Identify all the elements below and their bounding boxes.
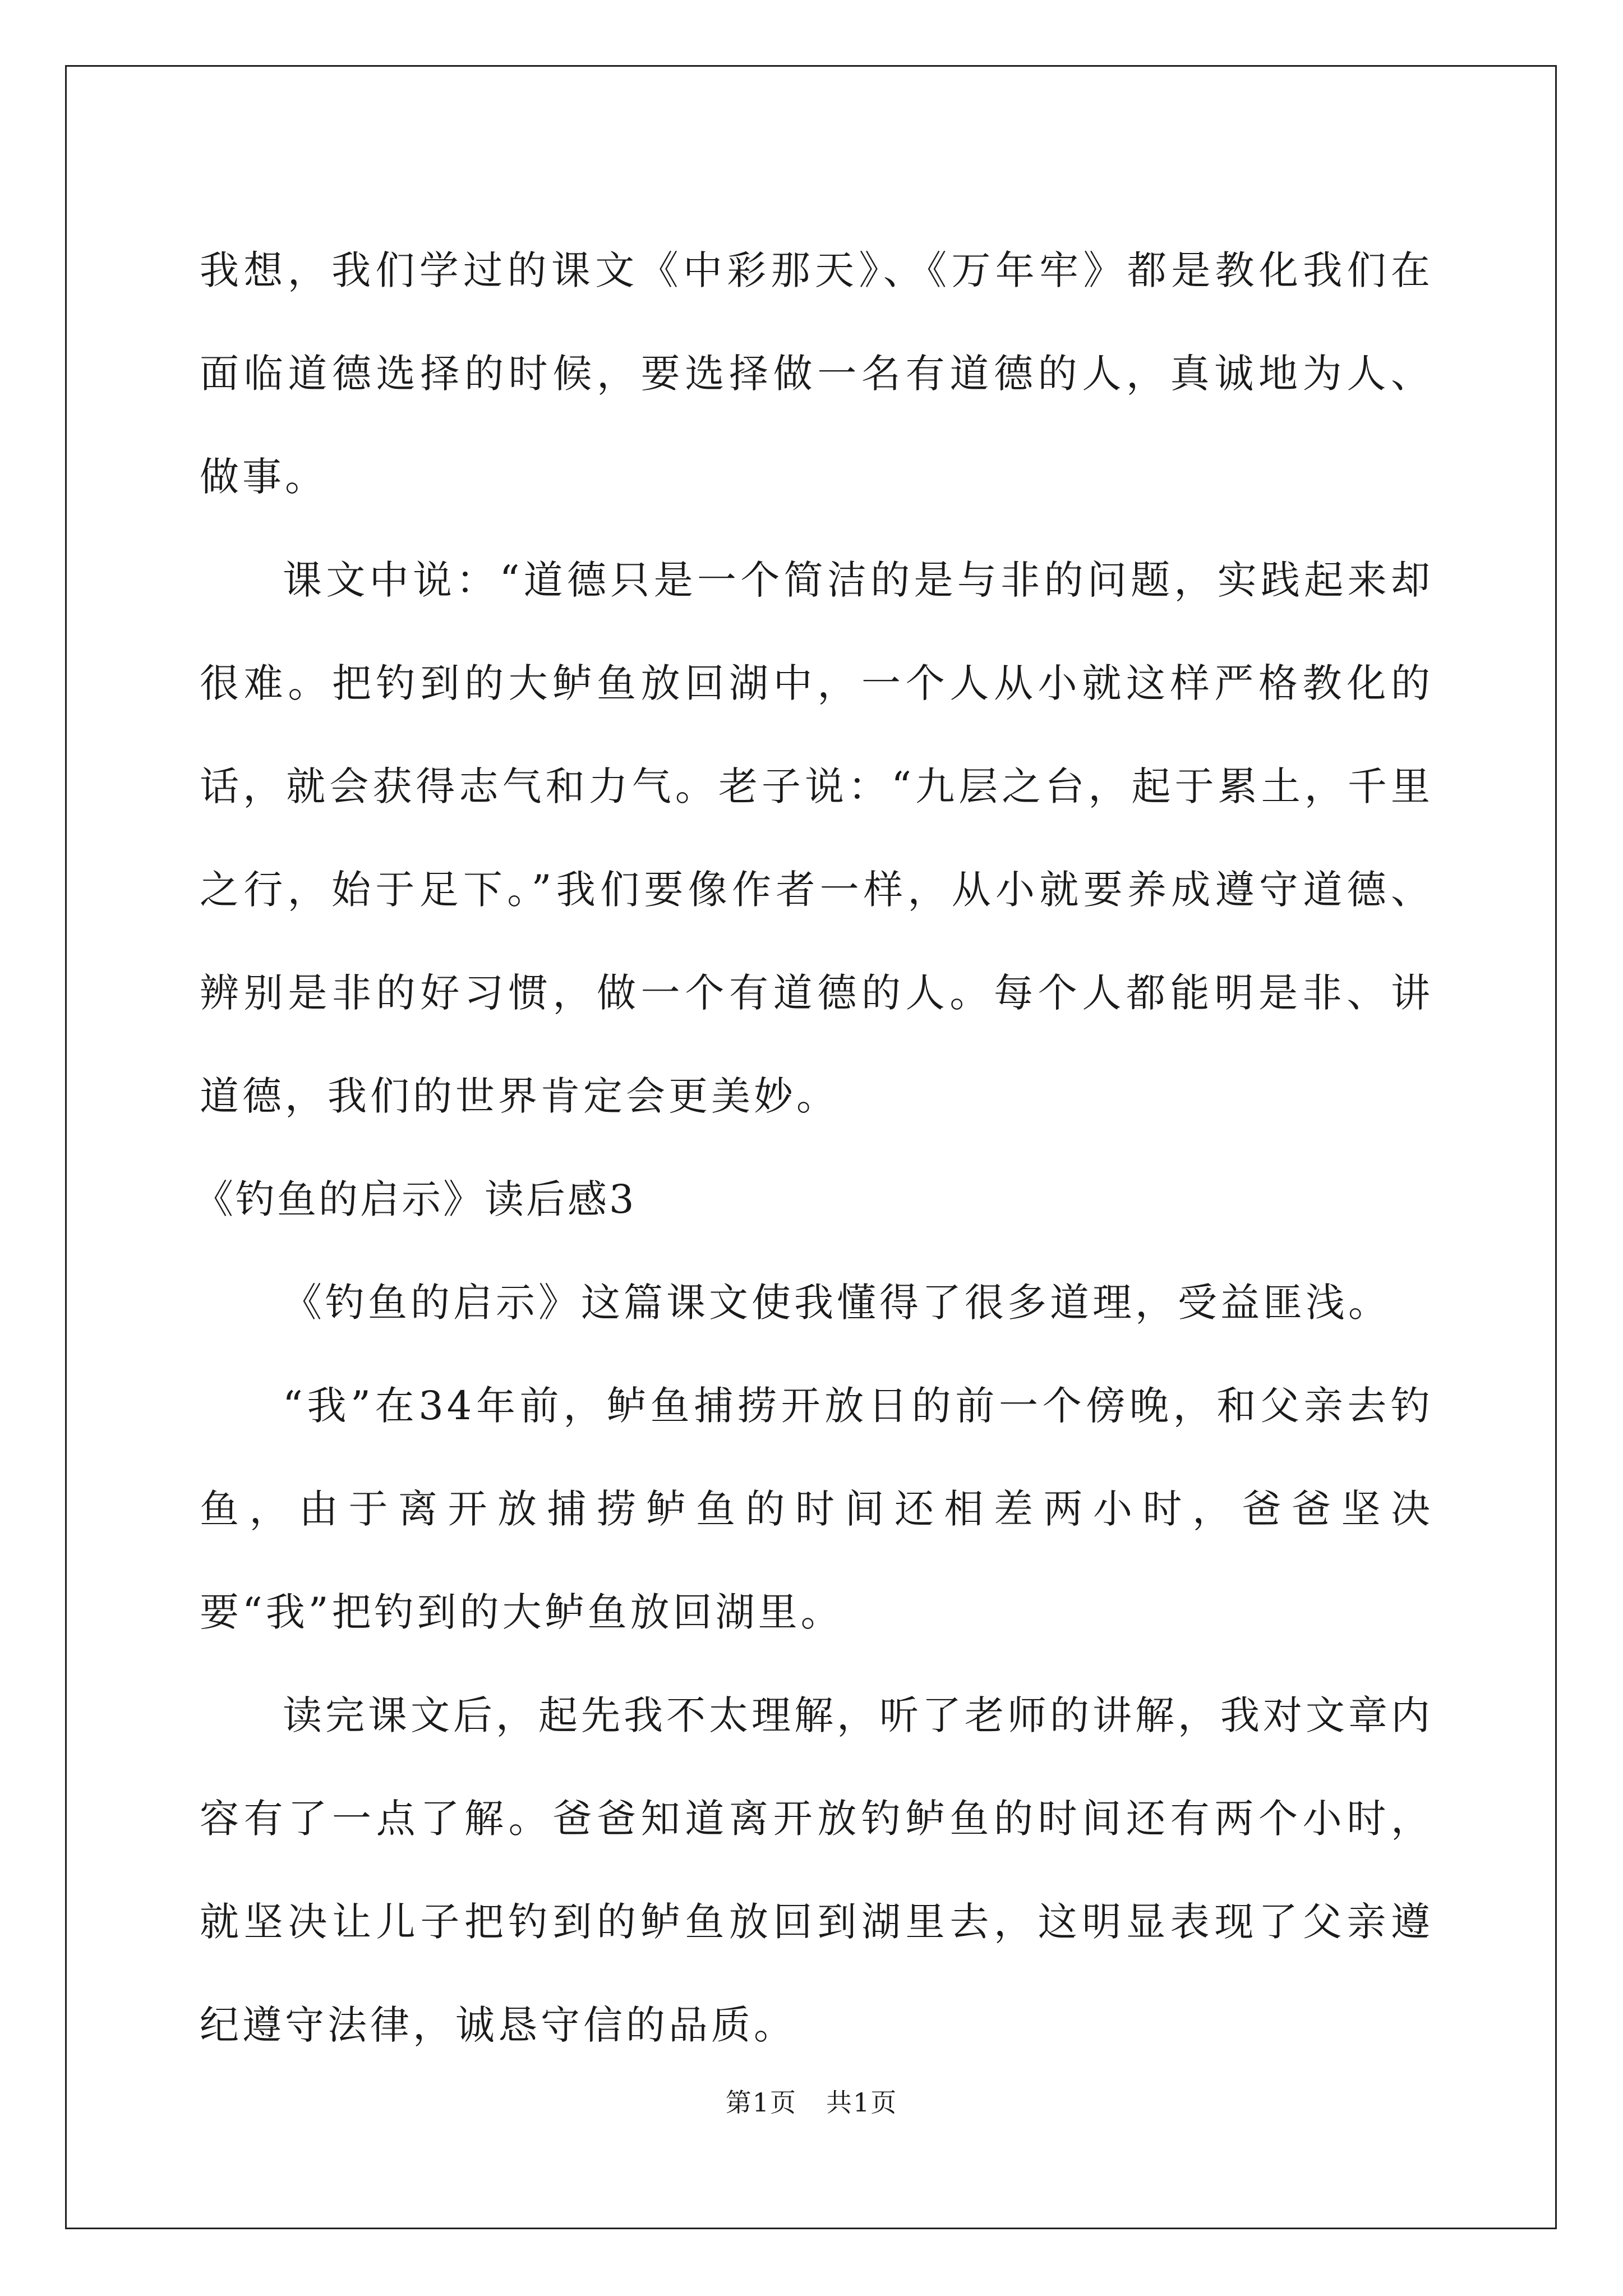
paragraph-intro: 我想，我们学过的课文《中彩那天》、《万年牢》都是教化我们在面临道德选择的时候，要选择做一名有道德的人，真诚地为人、做事。 (200, 247, 1433, 500)
page-footer (0, 2086, 1623, 2119)
paragraph-summary: 《钓鱼的启示》这篇课文使我懂得了很多道理，受益匪浅。 (283, 1280, 1391, 1326)
paragraph-story: “我”在34年前，鲈鱼捕捞开放日的前一个傍晚，和父亲去钓鱼，由于离开放捕捞鲈鱼的时间还相差两小时，爸爸坚决要“我”把钓到的大鲈鱼放回湖里。 (200, 1383, 1433, 1635)
paragraph-quote: 课文中说：“道德只是一个简洁的是与非的问题，实践起来却很难。把钓到的大鲈鱼放回湖中，一个人从小就这样严格教化的话，就会获得志气和力气。老子说：“九层之台，起于累土，千里之行，始于足下。”我们要像作者一样，从小就要养成遵守道德、辨别是非的好习惯，做一个有道德的人。每个人都能明是非、讲道德，我们的世界肯定会更美妙。 (200, 557, 1433, 1119)
section-heading: 《钓鱼的启示》读后感3 (194, 1176, 637, 1222)
page-total: 共1页 (826, 2087, 898, 2118)
document-body (194, 219, 1433, 2077)
page-number: 第1页 (725, 2087, 797, 2118)
paragraph-reflection: 读完课文后，起先我不太理解，听了老师的讲解，我对文章内容有了一点了解。爸爸知道离开放钓鲈鱼的时间还有两个小时，就坚决让儿子把钓到的鲈鱼放回到湖里去，这明显表现了父亲遵纪遵守法律，诚恳守信的品质。 (200, 1692, 1433, 2048)
